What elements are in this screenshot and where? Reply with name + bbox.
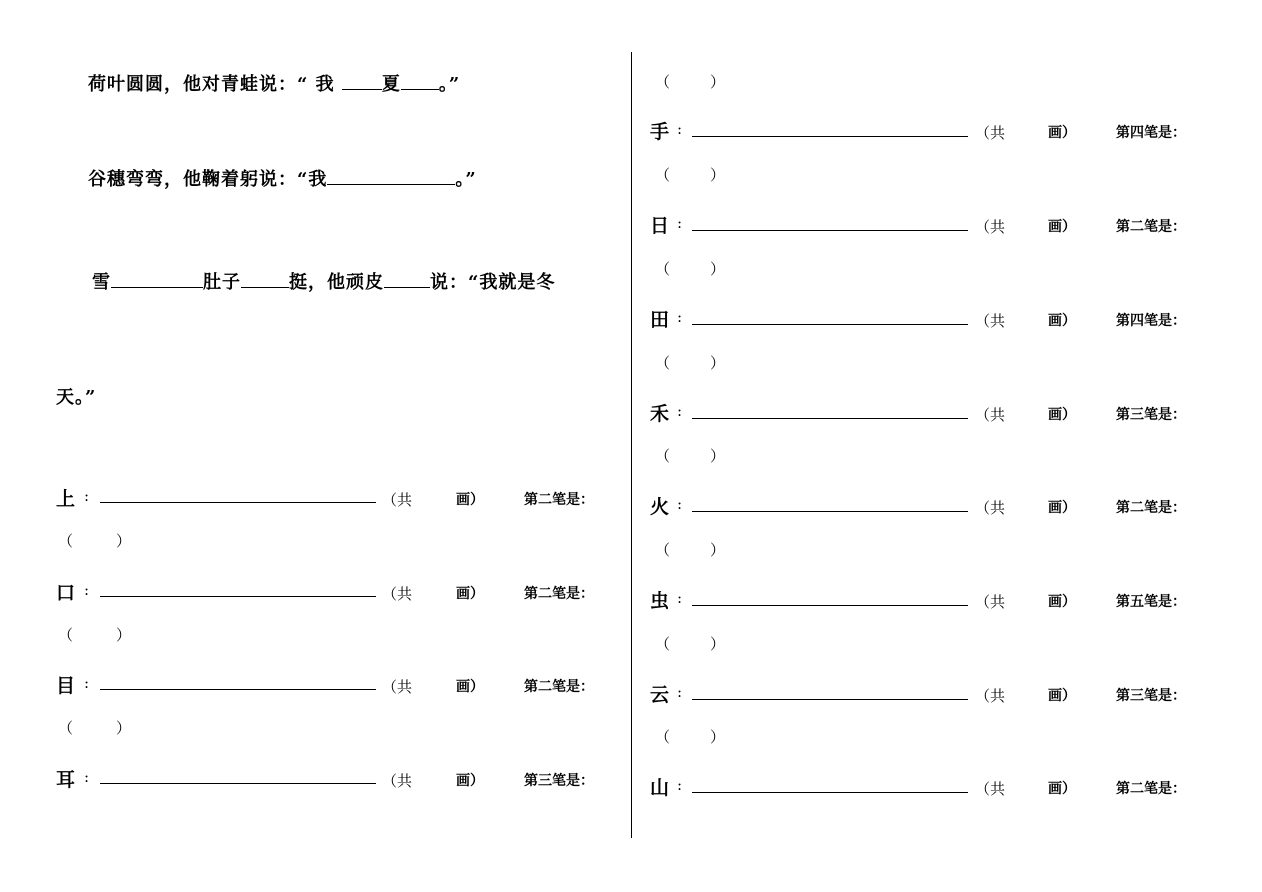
- count-open: （共: [975, 499, 1006, 517]
- answer-line[interactable]: [692, 605, 968, 606]
- answer-line[interactable]: [100, 783, 376, 784]
- stroke-char: 火: [650, 496, 670, 518]
- stroke-question: 第三笔是：: [1116, 407, 1186, 423]
- stroke-question: 第二笔是：: [1116, 219, 1186, 235]
- stroke-question: 第二笔是：: [1116, 500, 1186, 516]
- stroke-char: 云: [650, 684, 670, 706]
- colon: :: [677, 214, 683, 232]
- fill-blank[interactable]: [327, 166, 455, 185]
- answer-paren-close: ）: [710, 260, 726, 278]
- answer-paren-close: ）: [710, 447, 726, 465]
- sentence-lotus: [88, 70, 460, 96]
- count-open: （共: [382, 491, 413, 509]
- sentence-snow-text: 说：“我就是冬: [430, 272, 556, 293]
- count-open: （共: [382, 678, 413, 696]
- answer-paren-close: ）: [710, 635, 726, 653]
- fill-blank[interactable]: [384, 269, 430, 288]
- count-open: （共: [975, 312, 1006, 330]
- sentence-lotus-text: 。”: [438, 74, 461, 95]
- answer-line[interactable]: [692, 230, 968, 231]
- colon: :: [84, 768, 90, 786]
- answer-paren-close: ）: [710, 166, 726, 184]
- answer-line[interactable]: [692, 418, 968, 419]
- count-close: 画）: [1048, 688, 1076, 704]
- answer-paren-open: （: [655, 354, 671, 372]
- answer-line[interactable]: [692, 792, 968, 793]
- answer-paren-close: ）: [710, 354, 726, 372]
- stroke-char: 耳: [56, 769, 76, 791]
- stroke-question: 第四笔是：: [1116, 125, 1186, 141]
- count-open: （共: [382, 585, 413, 603]
- count-open: （共: [382, 772, 413, 790]
- sentence-grain-text: 谷穗弯弯，他鞠着躬说：“我: [88, 169, 328, 190]
- sentence-snow-text: 雪: [92, 272, 111, 293]
- stroke-question: 第五笔是：: [1116, 594, 1186, 610]
- answer-line[interactable]: [692, 511, 968, 512]
- answer-paren-close: ）: [116, 719, 132, 737]
- stroke-char: 山: [650, 777, 670, 799]
- sentence-snow-text: 肚子: [203, 272, 241, 293]
- fill-blank[interactable]: [401, 71, 439, 90]
- count-close: 画）: [1048, 594, 1076, 610]
- count-open: （共: [975, 780, 1006, 798]
- answer-paren-open: （: [655, 728, 671, 746]
- answer-line[interactable]: [100, 596, 376, 597]
- answer-paren-open: （: [655, 166, 671, 184]
- stroke-question: 第三笔是：: [524, 773, 594, 789]
- count-close: 画）: [1048, 125, 1076, 141]
- answer-line[interactable]: [100, 689, 376, 690]
- stroke-char: 手: [650, 121, 670, 143]
- stroke-char: 口: [56, 582, 76, 604]
- stroke-char: 虫: [650, 590, 670, 612]
- stroke-char: 日: [650, 215, 670, 237]
- stroke-question: 第二笔是：: [524, 492, 594, 508]
- fill-blank[interactable]: [241, 269, 289, 288]
- answer-paren-close: ）: [116, 532, 132, 550]
- answer-paren-close: ）: [710, 73, 726, 91]
- count-open: （共: [975, 218, 1006, 236]
- count-close: 画）: [456, 773, 484, 789]
- colon: :: [677, 683, 683, 701]
- column-divider: [631, 52, 632, 838]
- sentence-snow-end: 天。”: [56, 387, 97, 408]
- count-close: 画）: [456, 586, 484, 602]
- answer-paren-open: （: [58, 532, 74, 550]
- answer-paren-close: ）: [710, 541, 726, 559]
- count-close: 画）: [456, 492, 484, 508]
- sentence-lotus-text: 荷叶圆圆，他对青蛙说：“ 我: [88, 74, 342, 95]
- count-close: 画）: [456, 679, 484, 695]
- stroke-char: 禾: [650, 403, 670, 425]
- count-open: （共: [975, 593, 1006, 611]
- colon: :: [677, 402, 683, 420]
- colon: :: [677, 308, 683, 326]
- answer-paren-open: （: [655, 73, 671, 91]
- colon: :: [677, 589, 683, 607]
- count-close: 画）: [1048, 781, 1076, 797]
- sentence-snow-text: 挺，他顽皮: [289, 272, 384, 293]
- answer-paren-open: （: [655, 260, 671, 278]
- stroke-question: 第二笔是：: [1116, 781, 1186, 797]
- answer-paren-close: ）: [710, 728, 726, 746]
- answer-paren-open: （: [58, 626, 74, 644]
- answer-line[interactable]: [692, 324, 968, 325]
- count-close: 画）: [1048, 407, 1076, 423]
- answer-line[interactable]: [100, 502, 376, 503]
- stroke-question: 第三笔是：: [1116, 688, 1186, 704]
- stroke-char: 目: [56, 675, 76, 697]
- fill-blank[interactable]: [342, 71, 382, 90]
- sentence-lotus-text: 夏: [381, 74, 401, 95]
- sentence-snow: [92, 268, 555, 294]
- stroke-char: 上: [56, 488, 76, 510]
- count-close: 画）: [1048, 313, 1076, 329]
- count-close: 画）: [1048, 219, 1076, 235]
- answer-line[interactable]: [692, 136, 968, 137]
- answer-paren-open: （: [58, 719, 74, 737]
- stroke-char: 田: [650, 309, 670, 331]
- stroke-question: 第四笔是：: [1116, 313, 1186, 329]
- colon: :: [677, 120, 683, 138]
- answer-line[interactable]: [692, 699, 968, 700]
- colon: :: [84, 674, 90, 692]
- sentence-grain-text: 。”: [455, 169, 477, 190]
- fill-blank[interactable]: [111, 269, 203, 288]
- colon: :: [84, 581, 90, 599]
- colon: :: [84, 487, 90, 505]
- count-open: （共: [975, 124, 1006, 142]
- answer-paren-close: ）: [116, 626, 132, 644]
- answer-paren-open: （: [655, 635, 671, 653]
- count-close: 画）: [1048, 500, 1076, 516]
- count-open: （共: [975, 406, 1006, 424]
- colon: :: [677, 776, 683, 794]
- stroke-question: 第二笔是：: [524, 586, 594, 602]
- sentence-grain: [88, 165, 477, 191]
- stroke-question: 第二笔是：: [524, 679, 594, 695]
- answer-paren-open: （: [655, 447, 671, 465]
- answer-paren-open: （: [655, 541, 671, 559]
- count-open: （共: [975, 687, 1006, 705]
- colon: :: [677, 495, 683, 513]
